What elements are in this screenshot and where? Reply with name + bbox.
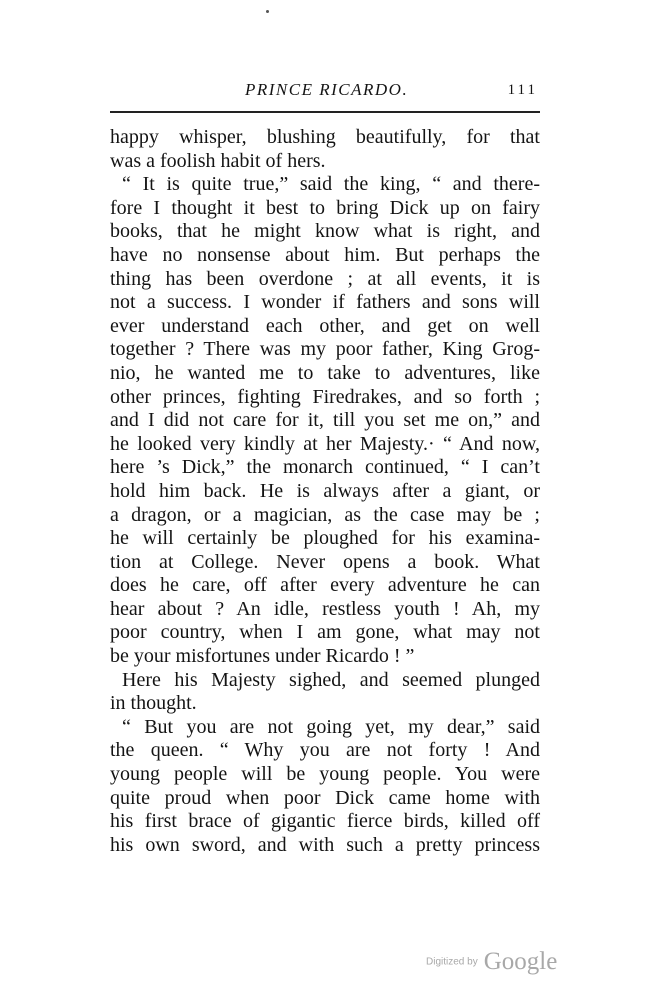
page-speck (266, 10, 269, 13)
text-line: books, that he might know what is right, and (110, 220, 540, 243)
digitized-by-label: Digitized by (426, 956, 478, 968)
text-line: he will certainly be ploughed for his examina- (110, 527, 540, 550)
text-line: together ? There was my poor father, King Grog- (110, 338, 540, 361)
text-line: his first brace of gigantic fierce birds, killed off (110, 810, 540, 833)
text-line: and I did not care for it, till you set me on,” and (110, 409, 540, 432)
text-line: in thought. (110, 692, 197, 715)
text-line: was a foolish habit of hers. (110, 149, 326, 172)
text-line: he looked very kindly at her Majesty.· “ And now, (110, 432, 540, 455)
text-line: happy whisper, blushing beautifully, for that (110, 126, 540, 148)
text-line: does he care, off after every adventure he can (110, 574, 540, 597)
text-line: ever understand each other, and get on well (110, 314, 540, 337)
google-logo: Google (483, 948, 558, 975)
text-line: nio, he wanted me to take to adventures, like (110, 361, 540, 384)
text-line: hear about ? An idle, restless youth ! Ah, my (110, 597, 540, 620)
text-line: fore I thought it best to bring Dick up on fairy (110, 196, 540, 219)
text-line: Here his Majesty sighed, and seemed plunged (122, 668, 540, 691)
running-header (110, 78, 540, 102)
body-text (110, 126, 540, 857)
text-line: have no nonsense about him. But perhaps the (110, 243, 540, 266)
digitization-watermark (426, 948, 557, 976)
text-line: “ But you are not going yet, my dear,” said (122, 715, 540, 738)
text-line: not a success. I wonder if fathers and sons will (110, 291, 540, 314)
text-line: quite proud when poor Dick came home with (110, 786, 540, 809)
text-line: be your misfortunes under Ricardo ! ” (110, 645, 415, 668)
running-title: PRINCE RICARDO. (245, 80, 409, 99)
text-line: here ’s Dick,” the monarch continued, “ I can’t (110, 456, 540, 479)
text-line: poor country, when I am gone, what may not (110, 621, 540, 644)
text-line: hold him back. He is always after a giant, or (110, 479, 540, 502)
text-line: thing has been overdone ; at all events, it is (110, 267, 540, 290)
text-line: young people will be young people. You were (110, 763, 540, 786)
text-line: “ It is quite true,” said the king, “ and there- (122, 173, 540, 196)
text-line: his own sword, and with such a pretty princess (110, 833, 540, 856)
text-line: the queen. “ Why you are not forty ! And (110, 739, 540, 762)
text-line: other princes, fighting Firedrakes, and so forth ; (110, 385, 540, 408)
text-line: tion at College. Never opens a book. What (110, 550, 540, 573)
page-number: 111 (507, 82, 538, 98)
header-rule (110, 111, 540, 113)
text-line: a dragon, or a magician, as the case may be ; (110, 503, 540, 526)
